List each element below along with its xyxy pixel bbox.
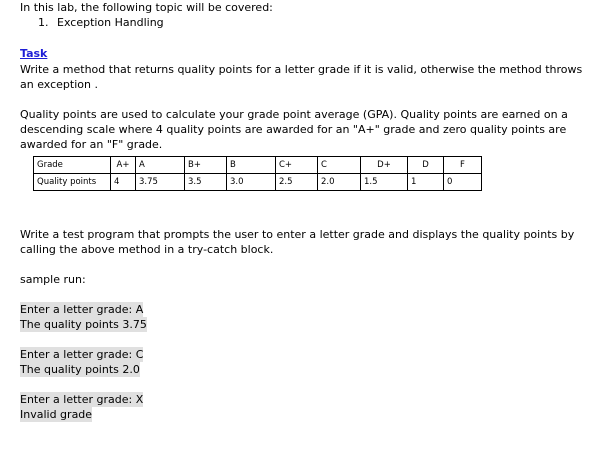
grade-cell: B <box>227 157 276 174</box>
intro-section <box>20 0 600 30</box>
intro-heading: In this lab, the following topic will be covered: <box>20 1 273 14</box>
task-link[interactable]: Task <box>20 47 48 60</box>
sample-run-prompt: Enter a letter grade: X <box>20 393 144 406</box>
grade-cell: F <box>444 157 482 174</box>
grade-cell: C+ <box>276 157 318 174</box>
topic-text: Exception Handling <box>57 16 164 29</box>
grade-cell: B+ <box>185 157 227 174</box>
grade-row <box>34 157 482 174</box>
sample-run-block <box>20 347 143 377</box>
grade-cell: A <box>136 157 185 174</box>
grade-cell: A+ <box>111 157 136 174</box>
sample-run-label: sample run: <box>20 273 86 286</box>
sample-run-prompt: Enter a letter grade: C <box>20 348 144 361</box>
topic-number: 1. <box>38 16 49 29</box>
points-cell: 3.5 <box>185 174 227 191</box>
points-cell: 0 <box>444 174 482 191</box>
points-row-label: Quality points <box>34 174 111 191</box>
points-row <box>34 174 482 191</box>
points-cell: 3.0 <box>227 174 276 191</box>
sample-run-output: The quality points 3.75 <box>20 318 147 331</box>
task-description: Write a method that returns quality points for a letter grade if it is valid, otherwise the method throws an exception . <box>20 63 583 91</box>
sample-run-prompt: Enter a letter grade: A <box>20 303 144 316</box>
test-program-paragraph: Write a test program that prompts the user to enter a letter grade and displays the quality points by calling the above method in a try-catch block. <box>20 228 575 256</box>
points-cell: 4 <box>111 174 136 191</box>
sample-run-block <box>20 392 143 422</box>
grade-cell: D+ <box>361 157 408 174</box>
quality-points-paragraph: Quality points are used to calculate your grade point average (GPA). Quality points are earned on a descending scale where 4 quality points are awarded for an "A+" grade and zero quality points are awarded for an "F" grade. <box>20 108 568 151</box>
points-cell: 1 <box>408 174 444 191</box>
sample-run-output: Invalid grade <box>20 408 93 421</box>
grade-table <box>33 156 482 191</box>
grade-cell: C <box>318 157 361 174</box>
sample-run-block <box>20 302 147 332</box>
points-cell: 3.75 <box>136 174 185 191</box>
points-cell: 1.5 <box>361 174 408 191</box>
sample-run-output: The quality points 2.0 <box>20 363 140 376</box>
points-cell: 2.0 <box>318 174 361 191</box>
grade-cell: D <box>408 157 444 174</box>
topic-list-item <box>38 15 600 30</box>
grade-row-label: Grade <box>34 157 111 174</box>
points-cell: 2.5 <box>276 174 318 191</box>
